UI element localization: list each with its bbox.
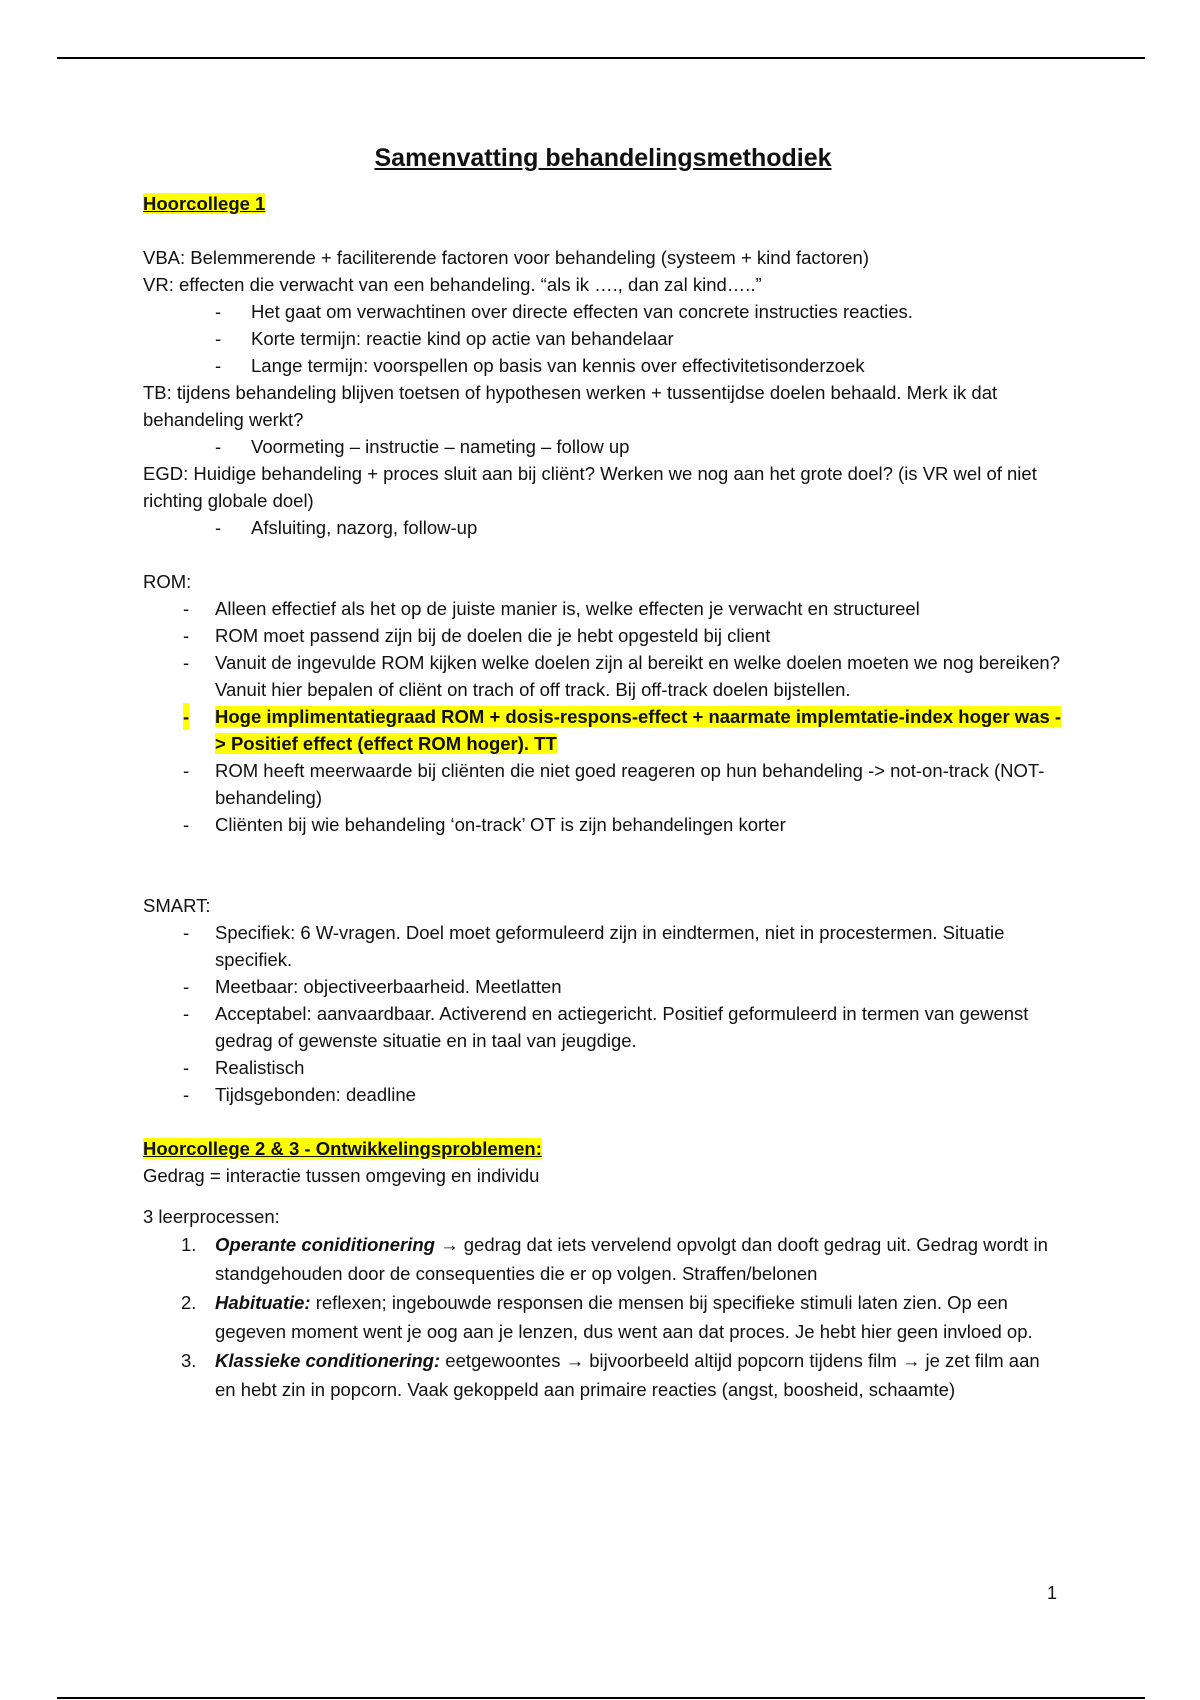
list-item: - Afsluiting, nazorg, follow-up [143, 514, 1063, 541]
list-item: - ROM moet passend zijn bij de doelen die je hebt opgesteld bij client [143, 622, 1063, 649]
highlighted-list-item: - Hoge implimentatiegraad ROM + dosis-respons-effect + naarmate implemtatie-index hoger was -> Positief effect (effect ROM hoger). TT [143, 703, 1063, 757]
egd-list [143, 514, 1063, 541]
list-item: - Meetbaar: objectiveerbaarheid. Meetlatten [143, 973, 1063, 1000]
leerprocessen-label: 3 leerprocessen: [143, 1206, 280, 1227]
tb-list [143, 433, 1063, 460]
rom-list [143, 595, 1063, 838]
list-item: - Tijdsgebonden: deadline [143, 1081, 1063, 1108]
numbered-item: 1. Operante coniditionering → gedrag dat iets vervelend opvolgt dan dooft gedrag uit. Gedrag wordt in standgehouden door de consequenties die er op volgen. Straffen/belonen [181, 1234, 1048, 1284]
vr-list [143, 298, 1063, 379]
rom-label: ROM: [143, 571, 192, 592]
page-title: Samenvatting behandelingsmethodiek [374, 144, 832, 172]
list-item: - Het gaat om verwachtinen over directe effecten van concrete instructies reacties. [143, 298, 1063, 325]
list-item: - Realistisch [143, 1054, 1063, 1081]
list-item: - Acceptabel: aanvaardbaar. Activerend en actiegericht. Positief geformuleerd in termen van gewenst gedrag of gewenste situatie en in taal van jeugdige. [143, 1000, 1063, 1054]
leerprocessen-list [143, 1230, 1063, 1404]
smart-list [143, 919, 1063, 1108]
gedrag-text: Gedrag = interactie tussen omgeving en individu [143, 1165, 540, 1186]
vba-text: VBA: Belemmerende + faciliterende factoren voor behandeling (systeem + kind factoren) [143, 247, 870, 268]
list-item: - Lange termijn: voorspellen op basis van kennis over effectivitetisonderzoek [143, 352, 1063, 379]
smart-label: SMART: [143, 895, 211, 916]
list-item: - Specifiek: 6 W-vragen. Doel moet geformuleerd zijn in eindtermen, niet in procestermen. Situatie specifiek. [143, 919, 1063, 973]
list-item: - Korte termijn: reactie kind op actie van behandelaar [143, 325, 1063, 352]
list-item: - ROM heeft meerwaarde bij cliënten die niet goed reageren op hun behandeling -> not-on-track (NOT-behandeling) [143, 757, 1063, 811]
list-item: - Alleen effectief als het op de juiste manier is, welke effecten je verwacht en structureel [143, 595, 1063, 622]
list-item: - Vanuit de ingevulde ROM kijken welke doelen zijn al bereikt en welke doelen moeten we nog bereiken? Vanuit hier bepalen of cliënt on trach of off track. Bij off-track doelen bijstellen. [143, 649, 1063, 703]
list-item: - Voormeting – instructie – nameting – follow up [143, 433, 1063, 460]
bottom-rule [57, 1697, 1145, 1699]
list-item: - Cliënten bij wie behandeling ‘on-track’ OT is zijn behandelingen korter [143, 811, 1063, 838]
egd-text: EGD: Huidige behandeling + proces sluit aan bij cliënt? Werken we nog aan het grote doel? (is VR wel of niet richting globale doel) [143, 463, 1037, 511]
numbered-item: 2. Habituatie: reflexen; ingebouwde responsen die mensen bij specifieke stimuli laten zien. Op een gegeven moment went je oog aan je lenzen, dus went aan dat proces. Je hebt hier geen invloed op. [181, 1292, 1033, 1342]
vr-text: VR: effecten die verwacht van een behandeling. “als ik …., dan zal kind…..” [143, 274, 762, 295]
page-number: 1 [1046, 1583, 1057, 1603]
numbered-item: 3. Klassieke conditionering: eetgewoontes → bijvoorbeeld altijd popcorn tijdens film → je zet film aan en hebt zin in popcorn. Vaak gekoppeld aan primaire reacties (angst, boosheid, schaamte) [181, 1350, 1040, 1400]
top-rule [57, 57, 1145, 59]
document-page [143, 140, 1063, 1404]
section-heading-hc1: Hoorcollege 1 [143, 193, 266, 214]
tb-text: TB: tijdens behandeling blijven toetsen of hypothesen werken + tussentijdse doelen behaald. Merk ik dat behandeling werkt? [143, 382, 998, 430]
section-heading-hc23: Hoorcollege 2 & 3 - Ontwikkelingsproblemen: [143, 1138, 542, 1159]
